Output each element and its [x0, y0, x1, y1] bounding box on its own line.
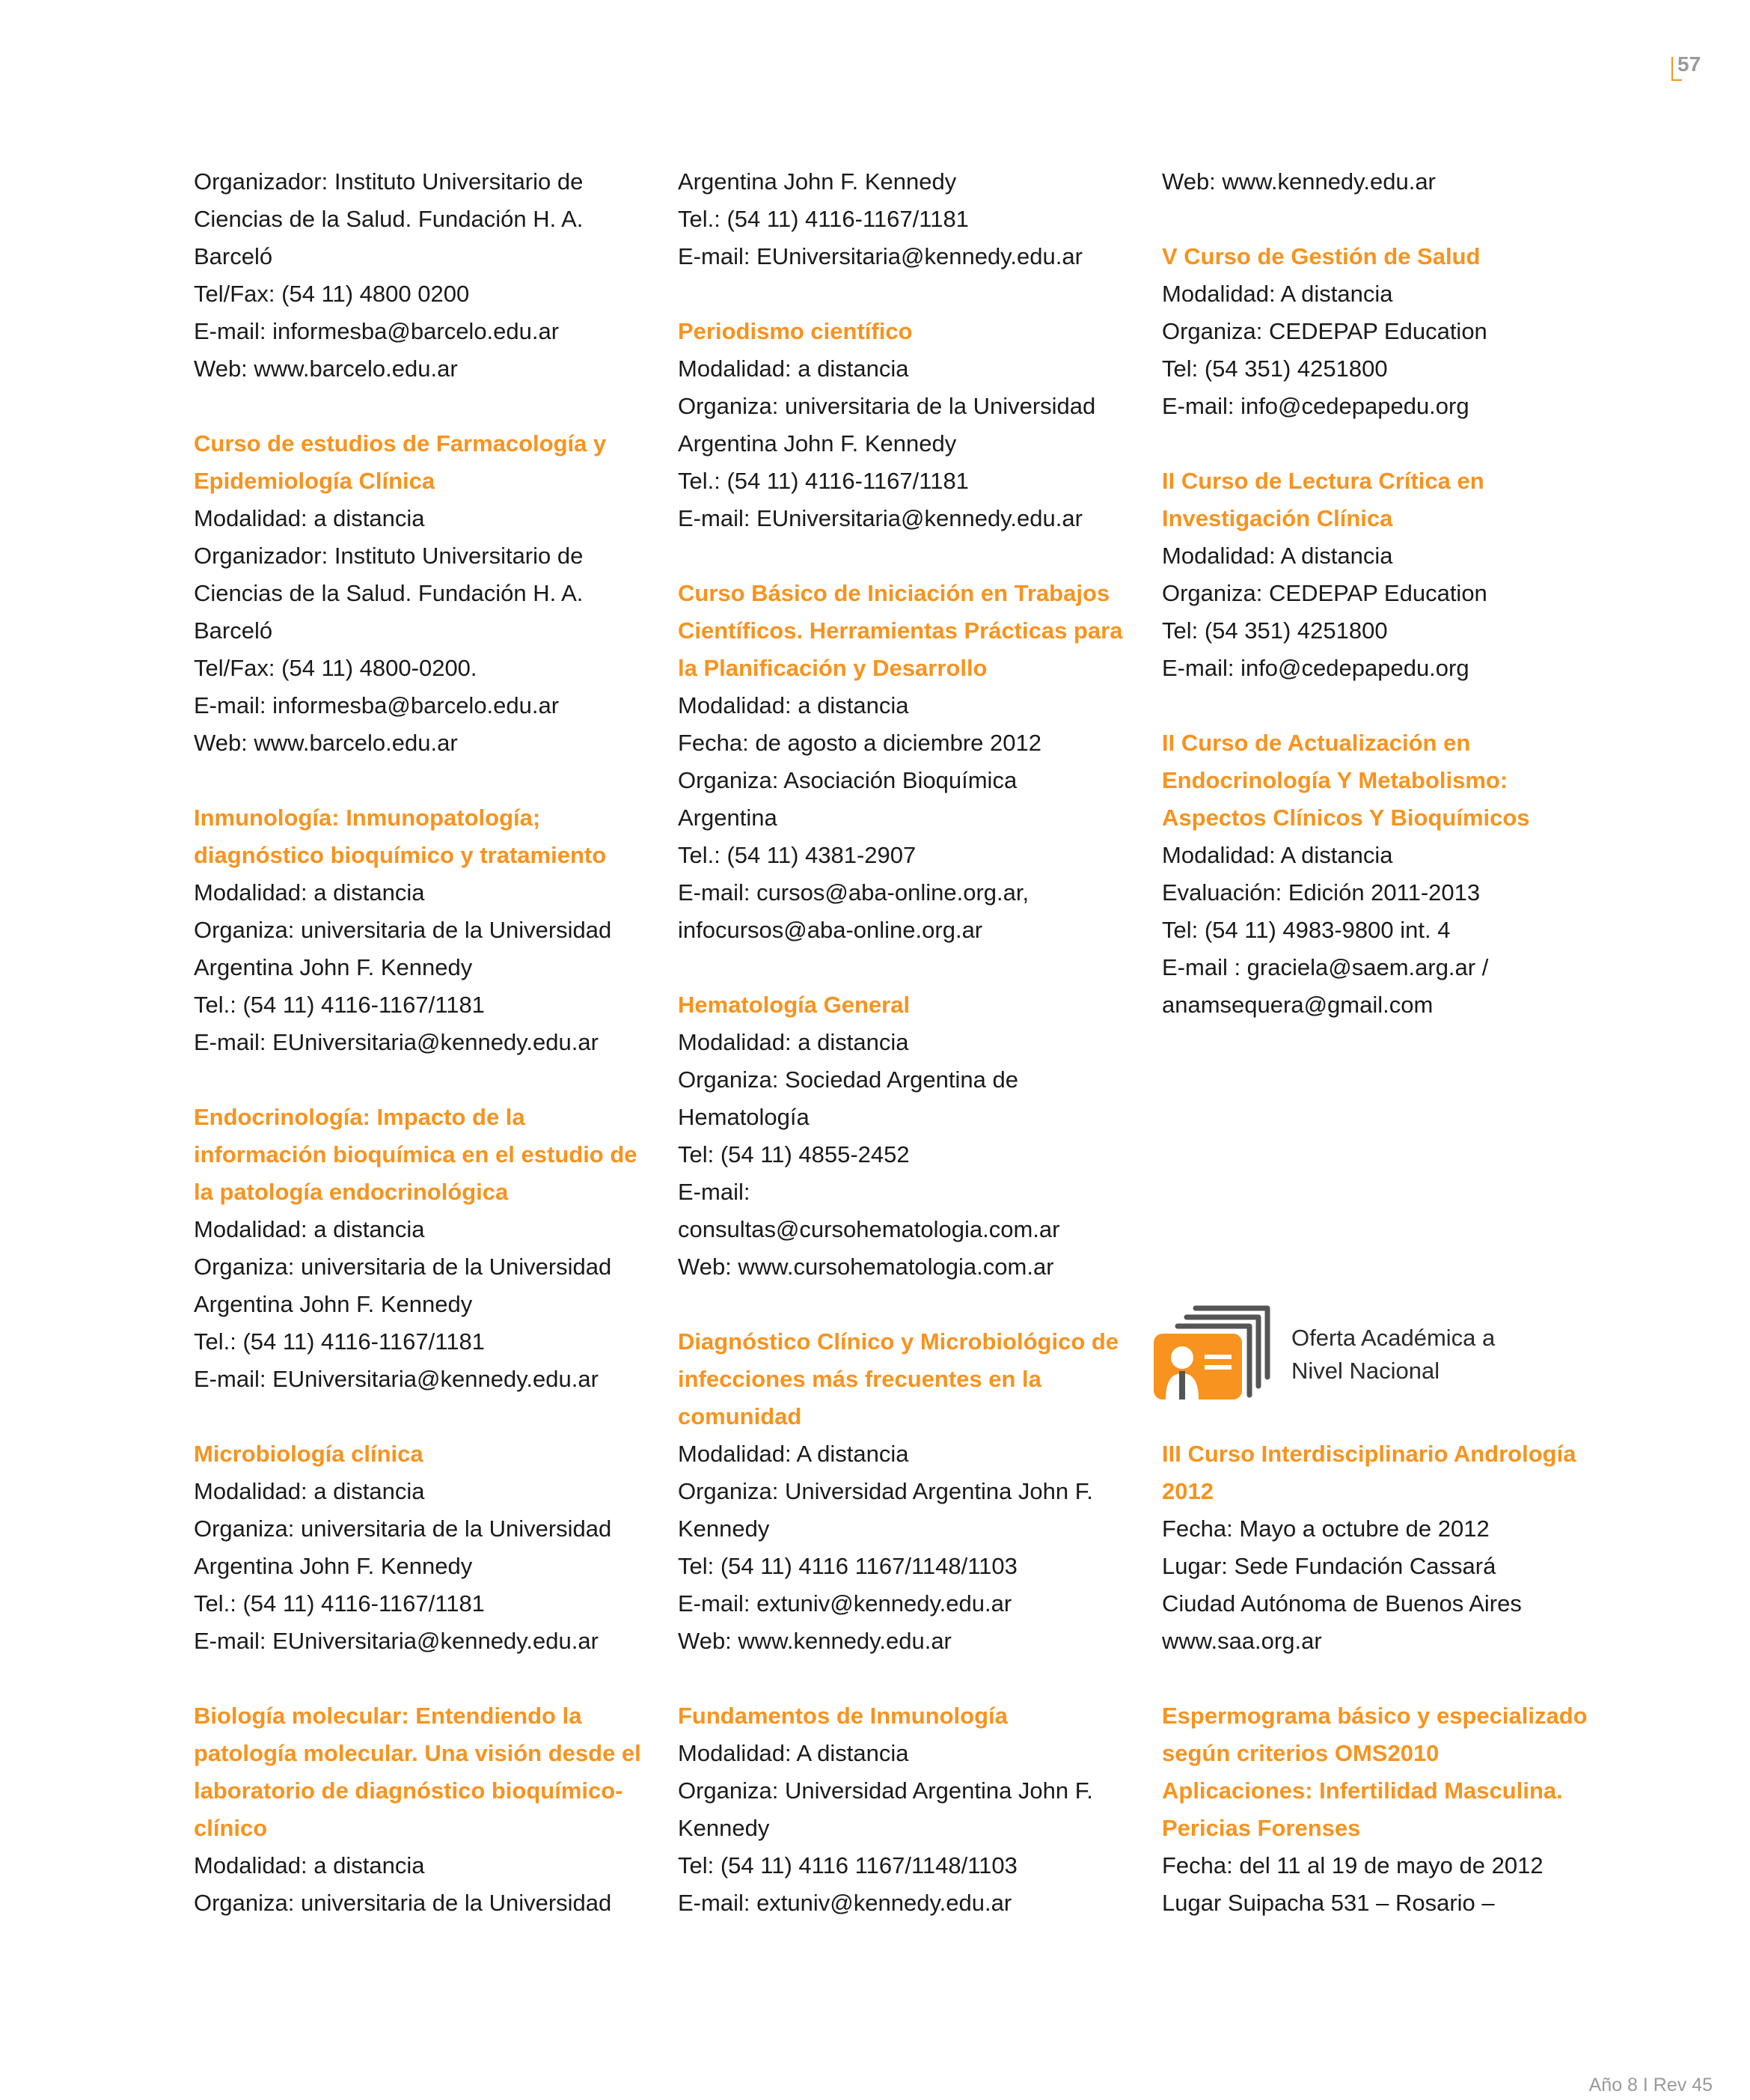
course-detail-line: E-mail: extuniv@kennedy.edu.ar [678, 1590, 1012, 1617]
course-title-line: patología molecular. Una visión desde el [194, 1740, 641, 1766]
course-detail-line: Modalidad: a distancia [194, 879, 425, 906]
course-detail-line: Organizador: Instituto Universitario de [194, 168, 584, 195]
course-detail-line: Organiza: universitaria de la Universidad [194, 1254, 612, 1280]
course-title-line: Aspectos Clínicos Y Bioquímicos [1162, 805, 1530, 831]
course-title-line: Aplicaciones: Infertilidad Masculina. [1162, 1777, 1563, 1804]
course-detail-line: Ciudad Autónoma de Buenos Aires [1162, 1590, 1522, 1617]
course-detail-line: E-mail: info@cedepapedu.org [1162, 655, 1469, 681]
course-title-line: V Curso de Gestión de Salud [1162, 243, 1481, 269]
course-detail-line: E-mail: EUniversitaria@kennedy.edu.ar [194, 1628, 599, 1654]
course-detail-line: Fecha: Mayo a octubre de 2012 [1162, 1516, 1490, 1542]
course-detail-line: anamsequera@gmail.com [1162, 992, 1434, 1018]
course-title-line: II Curso de Lectura Crítica en [1162, 468, 1484, 494]
column-2 [678, 163, 1127, 1959]
course-detail-line: Argentina [678, 805, 777, 831]
course-detail-line: Barceló [194, 617, 273, 644]
course-detail-line: Tel/Fax: (54 11) 4800-0200. [194, 655, 477, 681]
course-detail-line: Ciencias de la Salud. Fundación H. A. [194, 580, 584, 606]
course-detail-line: Organiza: universitaria de la Universidad [678, 393, 1096, 419]
course-detail-line: Modalidad: A distancia [678, 1441, 909, 1467]
course-detail-line: Modalidad: A distancia [1162, 281, 1393, 307]
course-title-line: Diagnóstico Clínico y Microbiológico de [678, 1328, 1119, 1355]
course-detail-line: Modalidad: A distancia [1162, 842, 1393, 868]
banner-text [1291, 1322, 1495, 1388]
column-3-lower [1162, 1435, 1611, 1959]
course-detail-line: Fecha: del 11 al 19 de mayo de 2012 [1162, 1852, 1544, 1878]
course-detail-line: E-mail: informesba@barcelo.edu.ar [194, 318, 560, 344]
course-detail-line: Hematología [678, 1104, 810, 1130]
course-detail-line: Web: www.cursohematologia.com.ar [678, 1254, 1054, 1280]
course-title-line: según criterios OMS2010 [1162, 1740, 1440, 1766]
course-detail-line: Tel.: (54 11) 4116-1167/1181 [194, 1328, 485, 1355]
course-detail-line: Organiza: Universidad Argentina John F. [678, 1478, 1093, 1504]
course-detail-line: infocursos@aba-online.org.ar [678, 917, 983, 943]
course-entry [678, 575, 1127, 949]
course-detail-line: Evaluación: Edición 2011-2013 [1162, 879, 1481, 906]
course-detail-line: Web: www.barcelo.edu.ar [194, 730, 458, 756]
course-title-line: II Curso de Actualización en [1162, 730, 1471, 756]
course-title-line: la Planificación y Desarrollo [678, 655, 988, 681]
course-title-line: Inmunología: Inmunopatología; [194, 805, 541, 831]
course-detail-line: Organiza: Asociación Bioquímica [678, 767, 1018, 793]
course-entry [194, 425, 643, 762]
column-3 [1162, 163, 1611, 1061]
course-detail-line: Argentina John F. Kennedy [678, 430, 957, 457]
course-entry [1162, 724, 1611, 1024]
course-title-line: Endocrinología: Impacto de la [194, 1104, 525, 1130]
course-entry [678, 1697, 1127, 1922]
course-entry [678, 313, 1127, 537]
course-detail-line: www.saa.org.ar [1162, 1628, 1322, 1654]
academic-offer-icon [1152, 1302, 1279, 1403]
course-title-line: III Curso Interdisciplinario Andrología [1162, 1441, 1576, 1467]
course-detail-line: Organiza: universitaria de la Universidad [194, 1890, 612, 1916]
course-detail-line: E-mail: cursos@aba-online.org.ar, [678, 879, 1029, 906]
course-title-line: Curso de estudios de Farmacología y [194, 430, 607, 457]
course-detail-line: Tel: (54 351) 4251800 [1162, 355, 1388, 382]
course-detail-line: E-mail: info@cedepapedu.org [1162, 393, 1469, 419]
section-banner [1152, 1302, 1541, 1407]
course-detail-line: Tel: (54 11) 4983-9800 int. 4 [1162, 917, 1451, 943]
course-detail-line: Organiza: Universidad Argentina John F. [678, 1777, 1093, 1804]
course-detail-line: Fecha: de agosto a diciembre 2012 [678, 730, 1041, 756]
course-detail-line: consultas@cursohematologia.com.ar [678, 1216, 1060, 1242]
course-detail-line: E-mail: extuniv@kennedy.edu.ar [678, 1890, 1012, 1916]
course-title-line: Fundamentos de Inmunología [678, 1703, 1008, 1729]
course-entry [194, 799, 643, 1061]
course-detail-line: Modalidad: a distancia [678, 355, 909, 382]
course-title-line: Epidemiología Clínica [194, 468, 435, 494]
course-detail-line: E-mail: EUniversitaria@kennedy.edu.ar [678, 505, 1083, 531]
course-detail-line: Barceló [194, 243, 273, 269]
course-detail-line: Modalidad: a distancia [194, 1216, 425, 1242]
course-detail-line: Argentina John F. Kennedy [678, 168, 957, 195]
banner-line-1: Oferta Académica a [1291, 1325, 1496, 1351]
footer-issue: Año 8 I Rev 45 [1588, 2075, 1713, 2096]
course-title-line: información bioquímica en el estudio de [194, 1141, 637, 1167]
course-entry [678, 986, 1127, 1286]
course-detail-line: Argentina John F. Kennedy [194, 954, 473, 980]
course-detail-line: Tel.: (54 11) 4116-1167/1181 [194, 992, 485, 1018]
course-detail-line: Organiza: Sociedad Argentina de [678, 1066, 1018, 1093]
course-entry [1162, 1697, 1611, 1922]
course-entry [1162, 238, 1611, 425]
course-detail-line: Tel.: (54 11) 4116-1167/1181 [678, 468, 969, 494]
course-detail-line: Tel: (54 11) 4116 1167/1148/1103 [678, 1553, 1018, 1579]
course-detail-line: E-mail : graciela@saem.arg.ar / [1162, 954, 1489, 980]
course-entry [194, 1099, 643, 1398]
course-entry [194, 1435, 643, 1660]
course-detail-line: Modalidad: A distancia [1162, 543, 1393, 569]
course-detail-line: Web: www.kennedy.edu.ar [1162, 168, 1436, 195]
course-detail-line: Modalidad: a distancia [194, 1478, 425, 1504]
course-detail-line: Kennedy [678, 1815, 770, 1841]
course-title-line: clínico [194, 1815, 268, 1841]
course-detail-line: Tel/Fax: (54 11) 4800 0200 [194, 281, 470, 307]
course-detail-line: Lugar Suipacha 531 – Rosario – [1162, 1890, 1495, 1916]
course-entry [678, 163, 1127, 275]
course-detail-line: Tel.: (54 11) 4381-2907 [678, 842, 917, 868]
course-title-line: Hematología General [678, 992, 911, 1018]
course-entry [1162, 163, 1611, 201]
course-detail-line: E-mail: EUniversitaria@kennedy.edu.ar [194, 1366, 599, 1392]
course-title-line: laboratorio de diagnóstico bioquímico- [194, 1777, 623, 1804]
course-detail-line: Organizador: Instituto Universitario de [194, 543, 584, 569]
course-detail-line: Modalidad: a distancia [678, 1029, 909, 1055]
course-detail-line: E-mail: EUniversitaria@kennedy.edu.ar [678, 243, 1083, 269]
course-detail-line: Modalidad: a distancia [194, 505, 425, 531]
course-detail-line: E-mail: EUniversitaria@kennedy.edu.ar [194, 1029, 599, 1055]
course-title-line: Pericias Forenses [1162, 1815, 1361, 1841]
course-detail-line: E-mail: informesba@barcelo.edu.ar [194, 692, 560, 718]
course-detail-line: Organiza: CEDEPAP Education [1162, 318, 1487, 344]
course-title-line: Periodismo científico [678, 318, 913, 344]
course-title-line: comunidad [678, 1403, 802, 1429]
course-entry [194, 163, 643, 388]
course-title-line: Científicos. Herramientas Prácticas para [678, 617, 1123, 644]
course-title-line: Microbiología clínica [194, 1441, 423, 1467]
course-title-line: Espermograma básico y especializado [1162, 1703, 1588, 1729]
course-entry [678, 1323, 1127, 1660]
course-detail-line: Ciencias de la Salud. Fundación H. A. [194, 206, 584, 232]
course-detail-line: Tel.: (54 11) 4116-1167/1181 [678, 206, 969, 232]
course-entry [1162, 1435, 1611, 1660]
page-number: 57 [1677, 52, 1701, 76]
course-title-line: Curso Básico de Iniciación en Trabajos [678, 580, 1110, 606]
course-title-line: 2012 [1162, 1478, 1214, 1504]
course-detail-line: E-mail: [678, 1179, 750, 1205]
course-detail-line: Modalidad: A distancia [678, 1740, 909, 1766]
course-title-line: Biología molecular: Entendiendo la [194, 1703, 582, 1729]
banner-line-2: Nivel Nacional [1291, 1358, 1440, 1384]
course-title-line: diagnóstico bioquímico y tratamiento [194, 842, 607, 868]
course-detail-line: Organiza: universitaria de la Universidad [194, 917, 612, 943]
course-detail-line: Web: www.kennedy.edu.ar [678, 1628, 952, 1654]
course-title-line: Endocrinología Y Metabolismo: [1162, 767, 1508, 793]
course-title-line: infecciones más frecuentes en la [678, 1366, 1041, 1392]
course-detail-line: Argentina John F. Kennedy [194, 1291, 473, 1317]
course-entry [194, 1697, 643, 1922]
column-1 [194, 163, 643, 1959]
course-detail-line: Tel: (54 11) 4855-2452 [678, 1141, 910, 1167]
course-detail-line: Lugar: Sede Fundación Cassará [1162, 1553, 1496, 1579]
course-detail-line: Modalidad: a distancia [194, 1852, 425, 1878]
course-detail-line: Tel: (54 351) 4251800 [1162, 617, 1388, 644]
course-detail-line: Argentina John F. Kennedy [194, 1553, 473, 1579]
course-detail-line: Organiza: CEDEPAP Education [1162, 580, 1487, 606]
course-entry [1162, 463, 1611, 687]
course-detail-line: Tel: (54 11) 4116 1167/1148/1103 [678, 1852, 1018, 1878]
course-title-line: la patología endocrinológica [194, 1179, 509, 1205]
course-detail-line: Tel.: (54 11) 4116-1167/1181 [194, 1590, 485, 1617]
course-detail-line: Kennedy [678, 1516, 770, 1542]
course-detail-line: Web: www.barcelo.edu.ar [194, 355, 458, 382]
course-title-line: Investigación Clínica [1162, 505, 1393, 531]
course-detail-line: Modalidad: a distancia [678, 692, 909, 718]
course-detail-line: Organiza: universitaria de la Universidad [194, 1516, 612, 1542]
